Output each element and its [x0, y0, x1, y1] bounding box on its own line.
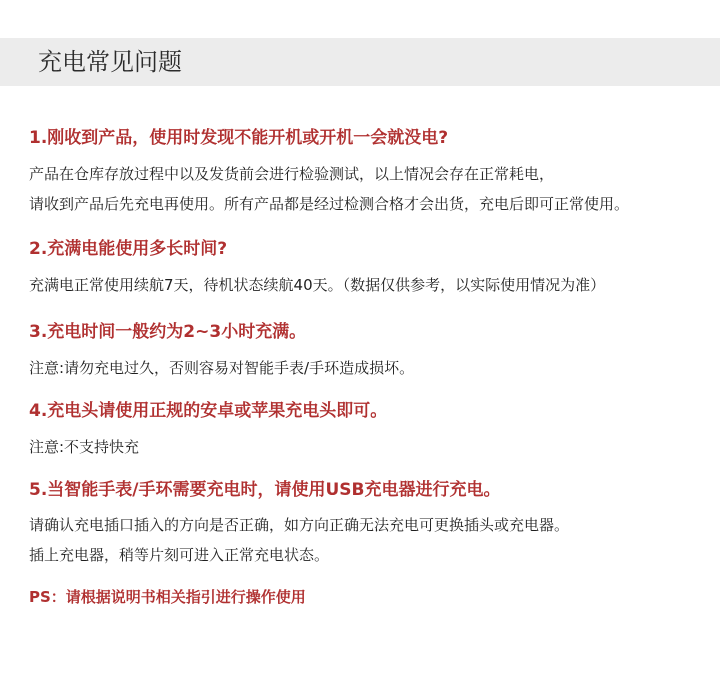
faq-question-5: 5.当智能手表/手环需要充电时，请使用USB充电器进行充电。	[29, 480, 501, 500]
ps-note: PS：请根据说明书相关指引进行操作使用	[29, 588, 306, 606]
faq-answer-1-line-2: 请收到产品后先充电再使用。所有产品都是经过检测合格才会出货，充电后即可正常使用。	[29, 195, 630, 213]
faq-answer-5-line-2: 插上充电器，稍等片刻可进入正常充电状态。	[29, 546, 330, 564]
faq-answer-3-line-1: 注意:请勿充电过久，否则容易对智能手表/手环造成损坏。	[29, 359, 415, 377]
faq-answer-4-line-1: 注意:不支持快充	[29, 438, 140, 456]
faq-question-2: 2.充满电能使用多长时间?	[29, 239, 228, 259]
faq-question-3: 3.充电时间一般约为2~3小时充满。	[29, 322, 307, 342]
faq-question-1: 1.刚收到产品，使用时发现不能开机或开机一会就没电?	[29, 128, 449, 148]
page-title: 充电常见问题	[38, 48, 182, 76]
faq-answer-2-line-1: 充满电正常使用续航7天，待机状态续航40天。（数据仅供参考，以实际使用情况为准）	[29, 276, 606, 294]
faq-question-4: 4.充电头请使用正规的安卓或苹果充电头即可。	[29, 401, 388, 421]
faq-answer-1-line-1: 产品在仓库存放过程中以及发货前会进行检验测试，以上情况会存在正常耗电，	[29, 165, 555, 183]
page-header-bar	[0, 38, 720, 86]
faq-answer-5-line-1: 请确认充电插口插入的方向是否正确，如方向正确无法充电可更换插头或充电器。	[29, 516, 570, 534]
